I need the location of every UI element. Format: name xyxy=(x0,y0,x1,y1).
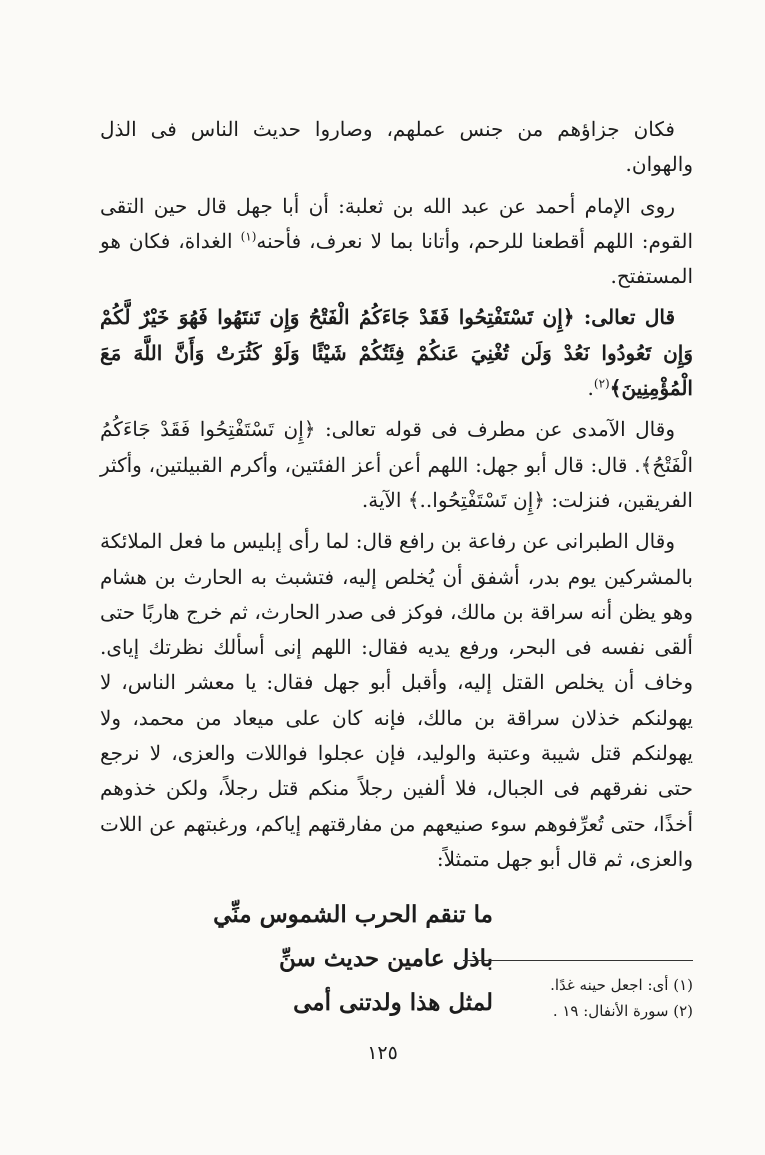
footnote-separator xyxy=(463,960,693,961)
footnotes xyxy=(100,972,693,1024)
paragraph-3-text: قال تعالى: ﴿إِن تَسْتَفْتِحُوا فَقَدْ جَاءَكُمُ الْفَتْحُ وَإِن تَنتَهُوا فَهُوَ خَيْرٌ لَّكُمْ وَإِن تَعُودُوا نَعُدْ وَلَن تُغْنِيَ عَنكُمْ فِئَتُكُمْ شَيْئًا وَلَوْ كَثُرَتْ وَأَنَّ اللَّهَ مَعَ الْمُؤْمِنِينَ﴾ xyxy=(100,305,693,401)
verse-line-2: باذل عامين حديث سنِّ xyxy=(279,945,493,973)
paragraph-3-tail: . xyxy=(587,376,594,401)
footnote-2: (٢) سورة الأنفال: ١٩ . xyxy=(552,1002,693,1020)
page-number: ١٢٥ xyxy=(367,1042,398,1064)
paragraph-2-tail: الغداة، فكان هو المستفتح. xyxy=(100,228,693,289)
paragraph-2 xyxy=(100,189,693,295)
main-text xyxy=(100,112,693,1025)
footnote-ref-1[interactable]: (١) xyxy=(240,229,257,244)
paragraph-3 xyxy=(100,300,693,406)
paragraph-2-text: روى الإمام أحمد عن عبد الله بن ثعلبة: أن أبا جهل قال حين التقى القوم: اللهم أقطعنا للرحم، وأتانا بما لا نعرف، فأحنه xyxy=(100,193,694,253)
paragraph-1: فكان جزاؤهم من جنس عملهم، وصاروا حديث الناس فى الذل والهوان. xyxy=(100,117,693,177)
paragraph-5: وقال الطبرانى عن رفاعة بن رافع قال: لما رأى إبليس ما فعل الملائكة بالمشركين يوم بدر، أشفق أن يُخلص إليه، فتشبث به الحارث بن هشام وهو يظن أنه سراقة بن مالك، فوكز فى صدر الحارث، ثم خرج هاربًا حتى ألقى نفسه فى البحر، ورفع يديه فقال: اللهم إنى أسألك نظرتك إياى. وخاف أن يخلص القتل إليه، وأقبل أبو جهل فقال: يا معشر الناس، لا يهولنكم خذلان سراقة بن مالك، فإنه كان على ميعاد من محمد، ولا يهولنكم قتل شيبة وعتبة والوليد، فإن عجلوا فواللات والعزى، لا نرجع حتى نفرقهم فى الجبال، فلا ألفين رجلاً منكم قتل رجلاً، ولكن خذوهم أخذًا، حتى تُعرِّفوهم سوء صنيعهم من مفارقتهم إياكم، ورغبتهم عن اللات والعزى، ثم قال أبو جهل متمثلاً: xyxy=(100,529,693,871)
footnote-1: (١) أى: اجعل حينه غدًا. xyxy=(550,976,693,994)
footnote-ref-2[interactable]: (٢) xyxy=(593,376,610,391)
paragraph-4: وقال الآمدى عن مطرف فى قوله تعالى: ﴿إِن تَسْتَفْتِحُوا فَقَدْ جَاءَكُمُ الْفَتْحُ﴾. قال: قال أبو جهل: اللهم أعن أعز الفئتين، وأكرم القبيلتين، وأكثر الفريقين، فنزلت: ﴿إِن تَسْتَفْتِحُوا..﴾ الآية. xyxy=(100,417,693,512)
verse-line-1: ما تنقم الحرب الشموس منِّي xyxy=(213,901,493,929)
verse-line-3: لمثل هذا ولدتنى أمى xyxy=(293,989,493,1017)
